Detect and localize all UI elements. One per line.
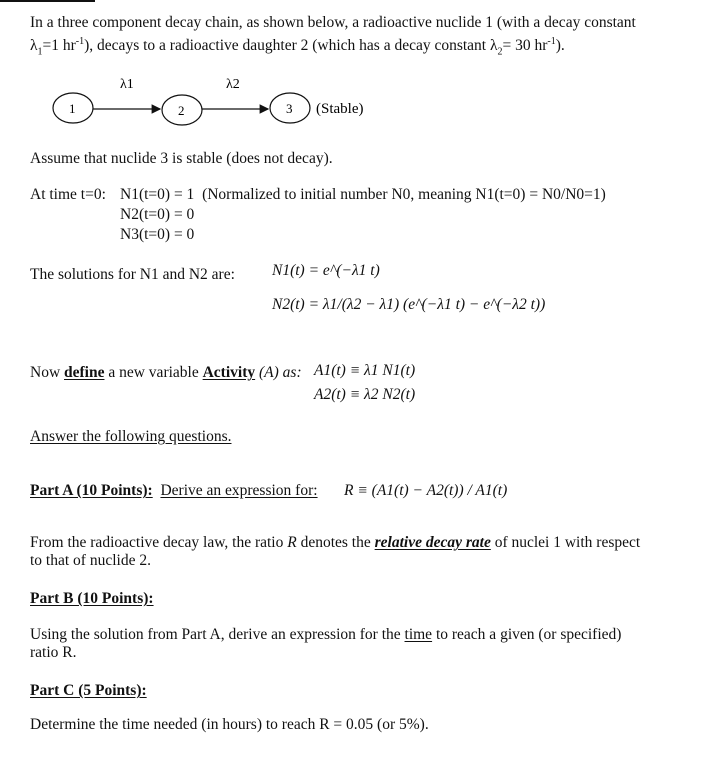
- initial-label: At time t=0:: [30, 186, 106, 203]
- part-c-text: Determine the time needed (in hours) to reach R = 0.05 (or 5%).: [30, 716, 429, 733]
- solutions-label: The solutions for N1 and N2 are:: [30, 266, 235, 283]
- node-2-label: 2: [178, 103, 185, 118]
- part-a-formula: R ≡ (A1(t) − A2(t)) / A1(t): [344, 482, 508, 499]
- part-c-title: Part C (5 Points):: [30, 682, 147, 699]
- decay-chain-diagram: [50, 72, 380, 132]
- lambda-2-label: λ2: [226, 77, 240, 92]
- initial-n3: N3(t=0) = 0: [120, 226, 195, 243]
- solution-n2: N2(t) = λ1/(λ2 − λ1) (e^(−λ1 t) − e^(−λ2 t)): [272, 296, 546, 313]
- stable-label: (Stable): [316, 101, 364, 117]
- ratio-text-line-2: to that of nuclide 2.: [30, 552, 151, 569]
- node-1-label: 1: [69, 101, 76, 116]
- part-a: Part A (10 Points): Derive an expression for:: [30, 482, 318, 499]
- part-b-title: Part B (10 Points):: [30, 590, 154, 607]
- answer-heading: Answer the following questions.: [30, 428, 232, 445]
- solution-n1: N1(t) = e^(−λ1 t): [272, 262, 380, 279]
- initial-n1: N1(t=0) = 1 (Normalized to initial number N0, meaning N1(t=0) = N0/N0=1): [120, 186, 606, 203]
- part-b-line-1: Using the solution from Part A, derive an expression for the time to reach a given (or specified): [30, 626, 622, 643]
- top-rule: [0, 0, 95, 2]
- intro-line-1: In a three component decay chain, as shown below, a radioactive nuclide 1 (with a decay constant: [30, 14, 636, 31]
- ratio-text-line-1: From the radioactive decay law, the ratio R denotes the relative decay rate of nuclei 1 with respect: [30, 534, 641, 551]
- initial-n2: N2(t=0) = 0: [120, 206, 195, 223]
- intro-line-2: $\lambda_1=1$ $hr^{-1}$), decays to a radioactive daughter 2 (which has a decay constant $\lambda_2= 30$ $hr^{-1}$).: [30, 36, 565, 58]
- lambda-1-label: λ1: [120, 77, 134, 92]
- node-3-label: 3: [286, 101, 293, 116]
- activity-definition: Now define a new variable Activity (A) as:: [30, 364, 302, 381]
- assume-text: Assume that nuclide 3 is stable (does not decay).: [30, 150, 333, 167]
- part-b-line-2: ratio R.: [30, 644, 77, 661]
- activity-eq1: A1(t) ≡ λ1 N1(t): [314, 362, 416, 379]
- activity-eq2: A2(t) ≡ λ2 N2(t): [314, 386, 416, 403]
